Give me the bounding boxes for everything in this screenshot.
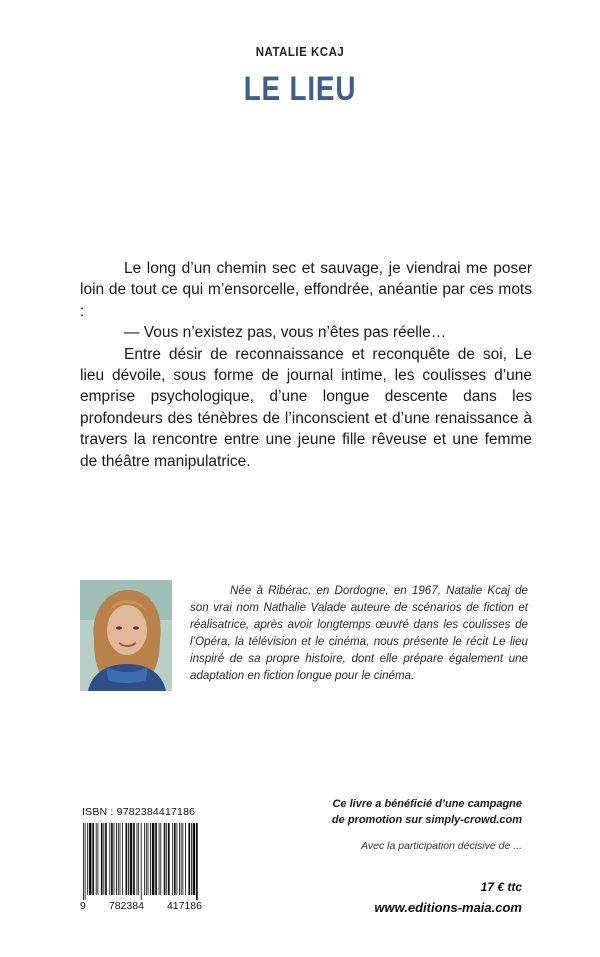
barcode-bar xyxy=(126,823,128,895)
barcode-digits xyxy=(80,900,202,912)
barcode-bar xyxy=(159,823,160,895)
barcode-bar xyxy=(188,823,190,895)
barcode-bar xyxy=(116,823,117,895)
barcode-bar xyxy=(144,823,145,895)
barcode-bar xyxy=(130,823,133,895)
barcode-bar xyxy=(177,823,178,895)
author-biography xyxy=(190,583,528,684)
barcode-bar xyxy=(182,823,183,895)
promo-line: Ce livre a bénéficié d’une campagne xyxy=(332,798,522,810)
barcode-bar xyxy=(120,823,121,895)
publisher-website: www.editions-maia.com xyxy=(374,900,522,915)
barcode-bar xyxy=(118,823,119,895)
barcode-bar xyxy=(96,823,97,895)
barcode-bar xyxy=(155,823,157,895)
barcode-bar xyxy=(168,823,170,895)
barcode-digit-group: 9 xyxy=(80,900,86,912)
barcode-bar xyxy=(181,823,182,895)
barcode-bar xyxy=(172,823,173,895)
barcode-bar xyxy=(105,823,107,895)
barcode-bar xyxy=(148,823,149,895)
barcode-bar xyxy=(87,823,88,895)
blurb-paragraph: Le long d’un chemin sec et sauvage, je viendrai me poser loin de tout ce qui m’ensorcelle, effondrée, anéantie par ces mots : xyxy=(80,260,532,320)
back-cover-blurb xyxy=(80,258,532,472)
blurb-quote: — Vous n’existez pas, vous n’êtes pas réelle… xyxy=(124,324,447,342)
author-photo xyxy=(80,580,172,691)
barcode-bar xyxy=(179,823,180,895)
barcode-bar xyxy=(191,823,192,895)
book-title: LE LIEU xyxy=(243,70,357,108)
barcode-bar xyxy=(114,823,115,895)
barcode-bar xyxy=(83,823,84,900)
barcode-bar xyxy=(146,823,147,895)
price: 17 € ttc xyxy=(480,880,522,894)
barcode-bar xyxy=(166,823,167,895)
barcode-bar xyxy=(109,823,110,895)
barcode-bar xyxy=(160,823,161,895)
barcode-bar xyxy=(85,823,86,900)
isbn-label: ISBN : 9782384417186 xyxy=(82,806,196,818)
barcode-bar xyxy=(111,823,113,895)
barcode-digit-group: 782384 xyxy=(108,900,144,912)
barcode-bar xyxy=(101,823,103,895)
barcode-bar xyxy=(150,823,151,895)
barcode-bar xyxy=(164,823,166,895)
barcode-bar xyxy=(122,823,123,895)
blurb-paragraph: Entre désir de reconnaissance et reconquête de soi, Le lieu dévoile, sous forme de journal intime, les coulisses d’une emprise psychologique, d’une longue descente dans les profondeurs des ténèbres de l’inconscient et d’une renaissance à travers la rencontre entre une jeune fille rêveuse et une femme de théâtre manipulatrice. xyxy=(80,345,532,470)
barcode-bar xyxy=(137,823,138,895)
promo-line: de promotion sur simply-crowd.com xyxy=(331,813,522,826)
barcode xyxy=(82,823,200,900)
barcode-bar xyxy=(103,823,104,895)
barcode-bar xyxy=(128,823,129,895)
barcode-bar xyxy=(185,823,186,895)
barcode-bar xyxy=(97,823,98,895)
barcode-bar xyxy=(193,823,196,895)
bio-text: Née à Ribérac, en Dordogne, en 1967, Natalie Kcaj de son vrai nom Nathalie Valade auteure de scénarios de fiction et réalisatrice, après avoir longtemps œuvré dans les coulisses de l’Opéra, la télévision et le cinéma, nous présente le récit Le lieu inspiré de sa propre histoire, dont elle prépare également une adaptation en fiction longue pour le cinéma. xyxy=(190,584,528,682)
barcode-bar xyxy=(133,823,135,895)
barcode-bar xyxy=(138,823,139,895)
barcode-bar xyxy=(89,823,92,895)
barcode-bar xyxy=(174,823,176,895)
barcode-bar xyxy=(92,823,94,895)
barcode-bar xyxy=(196,823,198,900)
barcode-digit-group: 417186 xyxy=(166,900,202,912)
participation-note: Avec la participation décisive de ... xyxy=(361,840,522,852)
barcode-bar xyxy=(152,823,155,895)
author-name: NATALIE KCAJ xyxy=(255,44,345,59)
barcode-bar xyxy=(141,823,142,900)
promo-notice xyxy=(262,797,522,828)
